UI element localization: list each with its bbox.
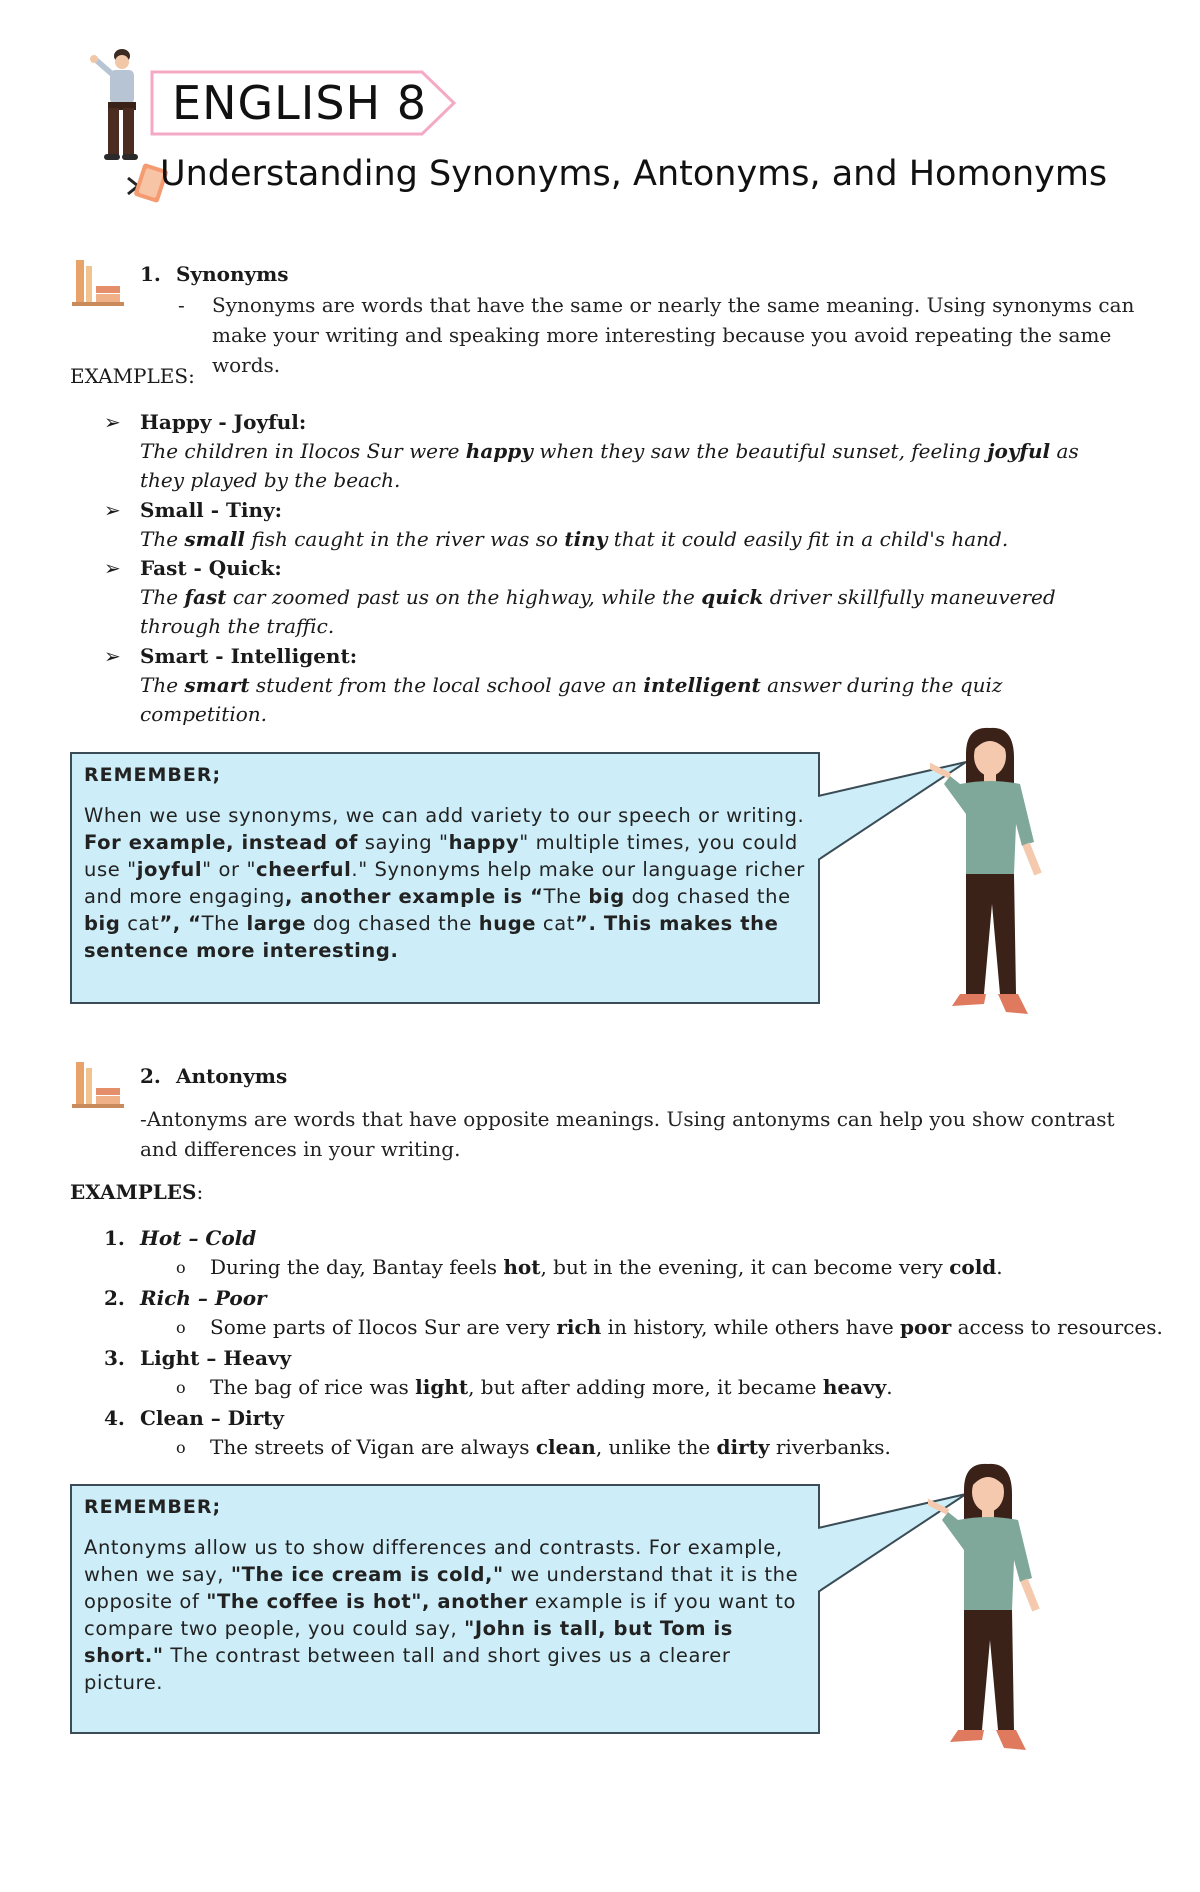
text-run: , but after adding more, it became — [468, 1375, 823, 1399]
emphasized-text: big — [588, 885, 625, 908]
text-run: The children in Ilocos Sur were — [140, 439, 466, 463]
list-number: 2. — [104, 1286, 125, 1310]
emphasized-text: big — [84, 912, 121, 935]
text-run: answer during the quiz competition. — [140, 673, 1003, 726]
text-run: Antonyms allow us to show differences and contrasts. For example, when we say, — [84, 1536, 783, 1586]
emphasized-text: happy — [448, 831, 520, 854]
circle-bullet-icon: o — [176, 1318, 186, 1337]
arrow-bullet-icon: ➢ — [104, 556, 121, 580]
page-title: ENGLISH 8 — [172, 76, 427, 130]
emphasized-text: "The ice cream is cold," — [230, 1563, 504, 1586]
emphasized-text: For example, instead of — [84, 831, 358, 854]
arrow-bullet-icon: ➢ — [104, 644, 121, 668]
student-illustration — [86, 46, 148, 164]
text-run: driver skillfully maneuvered through the traffic. — [140, 585, 1056, 638]
example-sentence — [140, 671, 1120, 729]
emphasized-text: huge — [478, 912, 537, 935]
text-run: The bag of rice was — [210, 1375, 416, 1399]
antonym-pair: Rich – Poor — [140, 1286, 267, 1310]
emphasized-text: light — [415, 1375, 469, 1399]
emphasized-text: fast — [184, 585, 227, 609]
teacher-illustration — [928, 1460, 1058, 1760]
section-title: Synonyms — [176, 262, 289, 286]
text-run: ." Synonyms help make our language richer and more engaging — [84, 858, 805, 908]
text-run: The — [140, 673, 185, 697]
text-run: The contrast between tall and short gives us a clearer picture. — [84, 1644, 731, 1694]
circle-bullet-icon: o — [176, 1438, 186, 1457]
text-run: example is if you want to compare two people, you could say, — [84, 1590, 796, 1640]
synonym-pair: Smart - Intelligent: — [140, 644, 358, 668]
circle-bullet-icon: o — [176, 1258, 186, 1277]
example-sentence — [140, 437, 1120, 495]
examples-label — [70, 1180, 203, 1204]
emphasized-text: "The coffee is hot", another — [206, 1590, 529, 1613]
antonym-pair: Clean – Dirty — [140, 1406, 285, 1430]
remember-text — [84, 1534, 806, 1696]
text-run: car zoomed past us on the highway, while the — [226, 585, 702, 609]
text-run: fish caught in the river was so — [245, 527, 565, 551]
antonyms-description: -Antonyms are words that have opposite meanings. Using antonyms can help you show contrast and differences in your writing. — [140, 1107, 1115, 1161]
list-number: 4. — [104, 1406, 125, 1430]
text-run: dog chased the — [306, 912, 479, 935]
text-run: During the day, Bantay feels — [210, 1255, 504, 1279]
example-sentence — [210, 1313, 1170, 1342]
emphasized-text: "John is tall, but Tom is short." — [84, 1617, 734, 1667]
emphasized-text: hot — [503, 1255, 541, 1279]
example-sentence — [140, 583, 1120, 641]
text-run: in history, while others have — [601, 1315, 901, 1339]
text-run: student from the local school gave an — [249, 673, 644, 697]
antonym-pair: Hot – Cold — [140, 1226, 257, 1250]
circle-bullet-icon: o — [176, 1378, 186, 1397]
arrow-bullet-icon: ➢ — [104, 410, 121, 434]
teacher-illustration — [930, 724, 1060, 1024]
list-number: 1. — [104, 1226, 125, 1250]
text-run: saying " — [357, 831, 449, 854]
text-run: access to resources. — [951, 1315, 1163, 1339]
example-sentence — [140, 525, 1120, 554]
emphasized-text: small — [184, 527, 245, 551]
text-run: as they played by the beach. — [140, 439, 1079, 492]
remember-title: REMEMBER; — [84, 1496, 222, 1518]
page-subtitle: Understanding Synonyms, Antonyms, and Homonyms — [160, 154, 1108, 194]
example-sentence — [210, 1373, 1170, 1402]
section-number: 2. — [140, 1064, 161, 1088]
emphasized-text: rich — [556, 1315, 602, 1339]
examples-label: EXAMPLES: — [70, 364, 195, 388]
emphasized-text: joyful — [136, 858, 203, 881]
emphasized-text: intelligent — [643, 673, 761, 697]
text-run: Some parts of Ilocos Sur are very — [210, 1315, 557, 1339]
text-run: we understand that it is the opposite of — [84, 1563, 799, 1613]
text-run: " or " — [202, 858, 257, 881]
text-run: riverbanks. — [769, 1435, 891, 1459]
text-run: that it could easily fit in a child's hand. — [607, 527, 1009, 551]
text-run: , but in the evening, it can become very — [540, 1255, 950, 1279]
books-icon — [70, 1060, 126, 1110]
emphasized-text: dirty — [716, 1435, 770, 1459]
text-run: The — [140, 527, 185, 551]
examples-label-text: EXAMPLES — [70, 1180, 197, 1204]
list-number: 3. — [104, 1346, 125, 1370]
emphasized-text: quick — [701, 585, 764, 609]
example-sentence — [210, 1433, 1170, 1462]
section-title: Antonyms — [176, 1064, 288, 1088]
synonym-pair: Fast - Quick: — [140, 556, 282, 580]
synonym-pair: Small - Tiny: — [140, 498, 283, 522]
books-icon — [70, 258, 126, 308]
emphasized-text: heavy — [822, 1375, 887, 1399]
arrow-bullet-icon: ➢ — [104, 498, 121, 522]
emphasized-text: large — [246, 912, 307, 935]
section-heading-synonyms — [140, 262, 289, 286]
text-run: when they saw the beautiful sunset, feeling — [532, 439, 988, 463]
text-run: . — [996, 1255, 1003, 1279]
text-run: The — [543, 885, 589, 908]
emphasized-text: cold — [949, 1255, 997, 1279]
emphasized-text: ”. This makes the sentence more interesting. — [84, 912, 779, 962]
emphasized-text: happy — [465, 439, 533, 463]
remember-box-synonyms — [70, 752, 820, 1004]
emphasized-text: cheerful — [256, 858, 352, 881]
section-number: 1. — [140, 262, 161, 286]
emphasized-text: , another example is “ — [285, 885, 544, 908]
emphasized-text: joyful — [987, 439, 1051, 463]
text-run: " multiple times, you could use " — [84, 831, 798, 881]
antonym-pair: Light – Heavy — [140, 1346, 292, 1370]
emphasized-text: tiny — [564, 527, 608, 551]
examples-label-colon: : — [196, 1180, 204, 1204]
example-sentence — [210, 1253, 1170, 1282]
title-banner — [150, 70, 456, 136]
text-run: The — [140, 585, 185, 609]
text-run: The streets of Vigan are always — [210, 1435, 536, 1459]
synonym-pair: Happy - Joyful: — [140, 410, 307, 434]
emphasized-text: poor — [900, 1315, 952, 1339]
remember-text — [84, 802, 806, 964]
text-run: , unlike the — [595, 1435, 717, 1459]
text-run: . — [886, 1375, 893, 1399]
text-run: dog chased the — [624, 885, 791, 908]
text-run: cat — [120, 912, 160, 935]
text-run: cat — [536, 912, 576, 935]
text-run: The — [201, 912, 247, 935]
remember-box-antonyms — [70, 1484, 820, 1734]
section-heading-antonyms — [140, 1064, 287, 1088]
remember-title: REMEMBER; — [84, 764, 222, 786]
emphasized-text: ”, “ — [159, 912, 202, 935]
emphasized-text: clean — [535, 1435, 596, 1459]
emphasized-text: smart — [184, 673, 250, 697]
synonyms-dash: - — [178, 293, 185, 317]
synonyms-description: Synonyms are words that have the same or nearly the same meaning. Using synonyms can make your writing and speaking more interesting because you avoid repeating the same words. — [212, 293, 1135, 377]
text-run: When we use synonyms, we can add variety to our speech or writing. — [84, 804, 805, 827]
